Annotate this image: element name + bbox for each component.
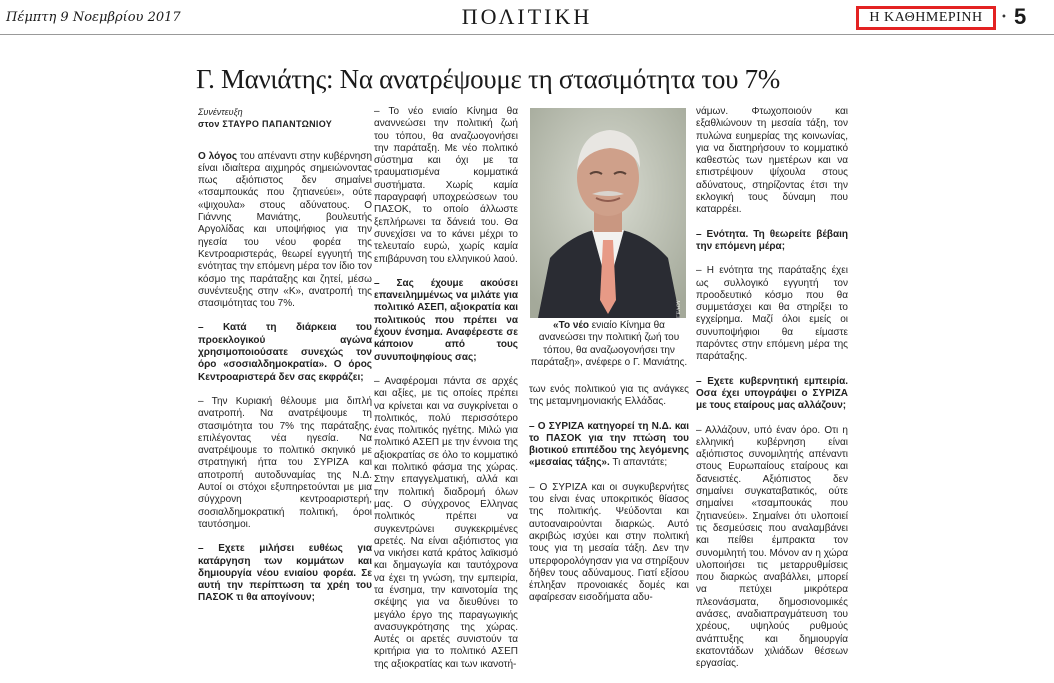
newspaper-logo: Η ΚΑΘΗΜΕΡΙΝΗ	[856, 6, 996, 30]
answer-2: – Το νέο ενιαίο Κίνημα θα αναννεώσει την πολιτική ζωή του τόπου, θα αναζωογονήσει την παράταξη. Με νέο πολιτικό σύστημα και όχι με τα τραυματισμένα κομματικά συστήματα. Χωρίς καμία παραγραφή υποχρεώσεων του ΠΑΣΟΚ, το οποίο άλλωστε ξεπλήρωνει τα δάνειά του. Θα συνεχίσει να το κάνει μέχρι το τελευταίο ευρώ, χωρίς καμία επιβάρυνση του ελληνικού λαού.	[374, 106, 518, 265]
byline-author: στον ΣΤΑΥΡΟ ΠΑΠΑΝΤΩΝΙΟΥ	[198, 119, 333, 130]
lead-paragraph	[198, 151, 372, 311]
article-column-3	[529, 384, 689, 617]
article-column-1	[198, 106, 372, 617]
question-2: – Εχετε μιλήσει ευθέως για κατάργηση των κομμάτων και δημιουργία νέου ενιαίου φορέα. Σε αυτή την περίπτωση τα χρέη του ΠΑΣΟΚ τι θα απογίνουν;	[198, 543, 372, 604]
question-4: – Ο ΣΥΡΙΖΑ κατηγορεί τη Ν.Δ. και το ΠΑΣΟΚ για την πτώση του βιοτικού επιπέδου της λεγόμενης «μεσαίας τάξης».	[529, 420, 689, 469]
answer-3-continued: των ενός πολιτικού για τις ανάγκες της μεταμνημονιακής Ελλάδας.	[529, 384, 689, 408]
article-headline: Γ. Μανιάτης: Να ανατρέψουμε τη στασιμότητα του 7%	[196, 64, 780, 94]
answer-6: – Αλλάζουν, υπό έναν όρο. Οτι η ελληνική κυβέρνηση είναι αξιόπιστος συνομιλητής απέναντι στους Ευρωπαίους εταίρους και δανειστές. Αξιόπιστος δεν σημαίνει συγκαταβατικός, ούτε σημαίνει «τσαμπουκάς που ζητιανεύει». Σημαίνει ότι υλοποιεί τις δεσμεύσεις που αναλαμβάνει και πείθει έμπρακτα τον συνομιλητή του. Μόνον αν η χώρα υλοποιήσει τις μεταρρυθμίσεις που διαρκώς αναβάλλει, μπορεί να πετύχει μικρότερα πλεονάσματα, δημοσιονομικές ανάσες, αναδιαπραγμάτευση του χρέους, υψηλούς ρυθμούς ανάπτυξης και δημιουργία εκατοντάδων χιλιάδων θέσεων εργασίας.	[696, 424, 848, 670]
issue-date: Πέμπτη 9 Νοεμβρίου 2017	[6, 10, 181, 25]
question-4-tail: Τι απαντάτε;	[609, 457, 668, 469]
page-number: 5	[1014, 4, 1027, 29]
header-bullet: •	[1001, 12, 1007, 23]
question-4-paragraph	[529, 421, 689, 470]
section-title: ΠΟΛΙΤΙΚΗ	[461, 4, 593, 29]
lead-bold: Ο λόγος	[198, 150, 238, 162]
lead-text: του απέναντι στην κυβέρνηση είναι ιδιαίτερα αιχμηρός σημειώνοντας πως αξιόπιστος δεν σημαίνει «τσαμπουκάς που ζητιανεύει», ούτε «ψιχουλα» στους αδύνατους. Ο Γιάννης Μανιάτης, βουλευτής Αργολίδας και υποψήφιος για την ηγεσία του νέου φορέα της Κεντροαριστεράς, θεωρεί εγγυητή της ενότητας την επόμενη μέρα τον ίδιο τον κόσμο της παράταξης και ζητεί, μέσω συνέντευξης στην «Κ», ανατροπή της στασιμότητας του 7%.	[198, 150, 372, 310]
caption-bold: «Το νέο	[553, 320, 590, 331]
answer-4: – Ο ΣΥΡΙΖΑ και οι συγκυβερνήτες του είναι ένας υποκριτικός θίασος της πολιτικής. Ψεύδονται και αυτοαναιρούνται διαρκώς. Αυτό ακριβώς ισχύει και στην πολιτική τους για τη μεσαία τάξη. Δεν την υπερφορολόγησαν για να στηρίξουν δήθεν τους αδύναμους. Γιατί εξίσου έπληξαν προνοιακές δομές και αφαίρεσαν εισοδήματα αδυ-	[529, 481, 689, 604]
question-6: – Εχετε κυβερνητική εμπειρία. Οσα έχει υπογράψει ο ΣΥΡΙΖΑ με τους εταίρους μας αλλάζουν;	[696, 375, 848, 412]
byline-label: Συνέντευξη	[198, 107, 243, 117]
article-column-2	[374, 106, 518, 683]
photo-credit: ΔΗΜΗΤΡΗΣ ΠΑΠΑΓΓΕΛΟΥ	[676, 300, 682, 372]
photo-caption	[529, 320, 689, 369]
header-divider	[0, 34, 1054, 35]
portrait-illustration	[530, 108, 686, 318]
answer-5: – Η ενότητα της παράταξης έχει ως συλλογικό εγγυητή τον προοδευτικό κόσμο που θα συμμετάσχει και θα στηρίξει το εγχείρημα. Μαζί όλοι εμείς οι συνυποψήφιοι θα είμαστε παρόντες στην επόμενη μέρα της παράταξης.	[696, 265, 848, 363]
article-column-4	[696, 106, 848, 682]
question-5: – Ενότητα. Τη θεωρείτε βέβαιη την επόμενη μέρα;	[696, 228, 848, 252]
portrait-photo	[530, 108, 686, 318]
question-3: – Σας έχουμε ακούσει επανειλημμένως να μιλάτε για πολιτικό ΑΣΕΠ, αξιοκρατία και πολιτικούς που πρέπει να έχουν ένσημα. Αναφέρεστε σε κάποιον από τους συνυποψηφίους σας;	[374, 277, 518, 363]
question-1: – Κατά τη διάρκεια του προεκλογικού αγώνα χρησιμοποιούσατε συνεχώς τον όρο «σοσιαλδημοκρατία». Ο όρος Κεντροαριστερά δεν σας εκφράζει;	[198, 322, 372, 383]
answer-3: – Αναφέρομαι πάντα σε αρχές και αξίες, με τις οποίες πρέπει να κρίνεται και να συγκρίνεται ο πολιτικός, πολύ περισσότερο ένας πολιτικός ηγέτης. Μιλώ για πολιτικό ΑΣΕΠ με την έννοια της αξιοκρατίας σε όλο το κομματικό και πολιτικό φάσμα της χώρας. Στην επαγγελματική, αλλά και την πολιτική διαδρομή όλων μας. Ο σύγχρονος Ελληνας πολιτικός πρέπει να συγκεντρώνει συγκεκριμένες αρετές. Να είναι αξιόπιστος για να νικήσει κατά κράτος λαϊκισμό και δημαγωγία και ταυτόχρονα να έχει τη γνώση, την εμπειρία, τα ένσημα, την καινοτομία της σκέψης για να διευθύνει το μεγάλο έργο της παραγωγικής ανασυγκρότησης της χώρας. Αυτές οι αρετές συνιστούν τα κριτήρια για το πολιτικό ΑΣΕΠ της αξιοκρατίας και των ικανοτή-	[374, 375, 518, 670]
answer-4-continued: νάμων. Φτωχοποιούν και εξαθλιώνουν τη μεσαία τάξη, τον πυλώνα ευημερίας της κοινωνίας, για να διατηρήσουν το κομματικό καθεστώς των ημετέρων και να επιστρέψουν ψίχουλα στους αδύνατους, στηρίζοντας έτσι την εκλογική τους δύναμη που καταρρέει.	[696, 106, 848, 216]
answer-1: – Την Κυριακή θέλουμε μια διπλή ανατροπή. Να ανατρέψουμε τη στασιμότητα του 7% της παράταξης, επιλέγοντας νέα ηγεσία. Να ανατρέψουμε το πολιτικό σκηνικό με στρατηγική ήττα του ΣΥΡΙΖΑ και αποτροπή αυτοδυναμίας της Ν.Δ. Αυτοί οι στόχοι εξυπηρετούνται με μια σύγχρονη κεντροαριστερή, σοσιαλδημοκρατική πολιτική, όροι ταυτόσημοι.	[198, 395, 372, 530]
caption-text: ενιαίο Κίνημα θα ανανεώσει την πολιτική ζωή του τόπου, θα αναζωογονήσει την παράταξη», ανέφερε ο Γ. Μανιάτης.	[530, 320, 688, 368]
